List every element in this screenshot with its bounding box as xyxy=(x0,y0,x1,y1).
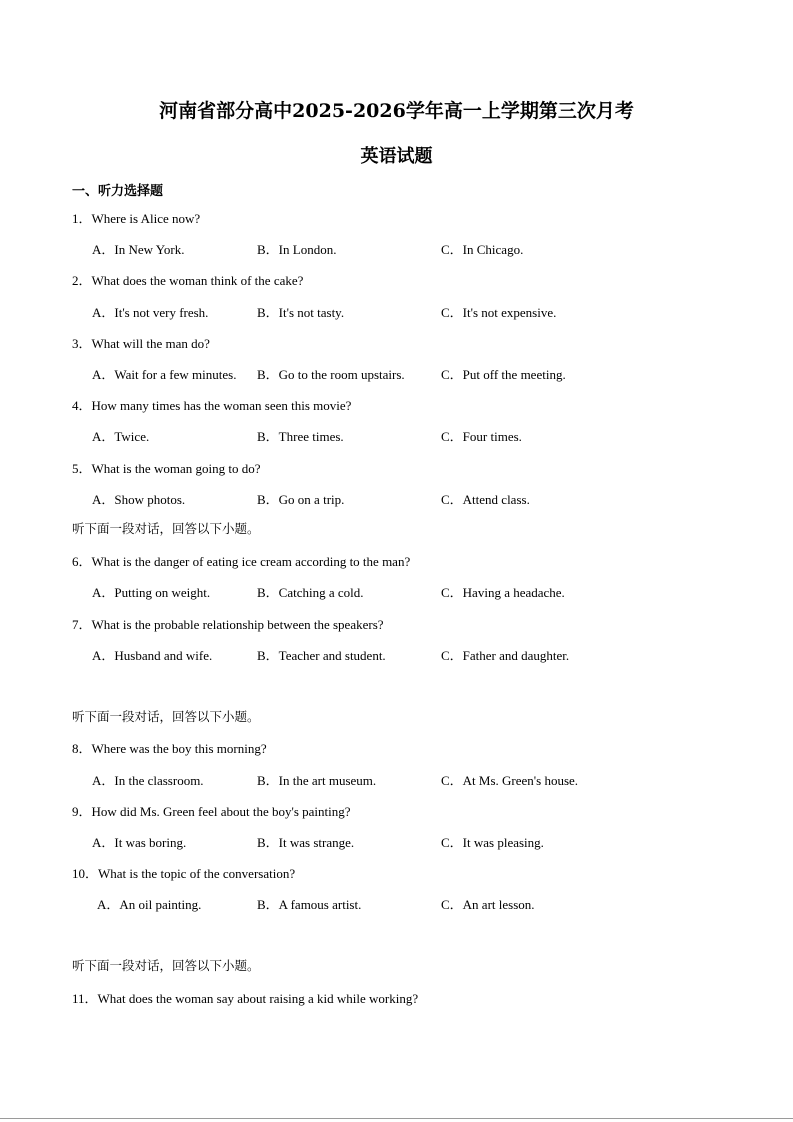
option-4b: B．Three times. xyxy=(257,429,344,444)
option-10a: A．An oil painting. xyxy=(97,897,202,912)
question-1: 1．Where is Alice now? xyxy=(72,211,201,226)
option-7a: A．Husband and wife. xyxy=(92,648,213,663)
option-9c: C．It was pleasing. xyxy=(441,835,544,850)
section-heading: 一、听力选择题 xyxy=(72,184,164,199)
option-3a: A．Wait for a few minutes. xyxy=(92,367,237,382)
option-4a: A．Twice. xyxy=(92,429,150,444)
option-5b: B．Go on a trip. xyxy=(257,492,345,507)
option-10c: C．An art lesson. xyxy=(441,897,535,912)
option-2c: C．It's not expensive. xyxy=(441,305,557,320)
option-4c: C．Four times. xyxy=(441,429,522,444)
question-2: 2．What does the woman think of the cake? xyxy=(72,273,304,288)
option-2b: B．It's not tasty. xyxy=(257,305,345,320)
option-1c: C．In Chicago. xyxy=(441,242,524,257)
option-9a: A．It was boring. xyxy=(92,835,187,850)
question-6: 6．What is the danger of eating ice cream according to the man? xyxy=(72,554,411,569)
page-bottom-rule xyxy=(0,1118,793,1119)
option-6b: B．Catching a cold. xyxy=(257,585,364,600)
option-10b: B．A famous artist. xyxy=(257,897,362,912)
option-2a: A．It's not very fresh. xyxy=(92,305,209,320)
option-8a: A．In the classroom. xyxy=(92,773,204,788)
option-3c: C．Put off the meeting. xyxy=(441,367,566,382)
instruction-3: 听下面一段对话，回答以下小题。 xyxy=(72,958,260,973)
page-subtitle: 英语试题 xyxy=(360,146,433,167)
question-5: 5．What is the woman going to do? xyxy=(72,461,261,476)
question-9: 9．How did Ms. Green feel about the boy's painting? xyxy=(72,804,351,819)
instruction-2: 听下面一段对话，回答以下小题。 xyxy=(72,709,260,724)
question-10: 10．What is the topic of the conversation? xyxy=(72,866,296,881)
option-9b: B．It was strange. xyxy=(257,835,355,850)
question-7: 7．What is the probable relationship between the speakers? xyxy=(72,617,384,632)
option-1b: B．In London. xyxy=(257,242,337,257)
question-8: 8．Where was the boy this morning? xyxy=(72,741,267,756)
option-1a: A．In New York. xyxy=(92,242,185,257)
option-6c: C．Having a headache. xyxy=(441,585,565,600)
option-6a: A．Putting on weight. xyxy=(92,585,211,600)
question-3: 3．What will the man do? xyxy=(72,336,210,351)
option-5a: A．Show photos. xyxy=(92,492,186,507)
option-8c: C．At Ms. Green's house. xyxy=(441,773,579,788)
option-5c: C．Attend class. xyxy=(441,492,530,507)
option-7c: C．Father and daughter. xyxy=(441,648,570,663)
option-7b: B．Teacher and student. xyxy=(257,648,386,663)
instruction-1: 听下面一段对话，回答以下小题。 xyxy=(72,521,260,536)
option-3b: B．Go to the room upstairs. xyxy=(257,367,405,382)
question-11: 11．What does the woman say about raising a kid while working? xyxy=(72,991,419,1006)
page-title: 河南省部分高中2025-2026学年高一上学期第三次月考 xyxy=(159,100,634,122)
option-8b: B．In the art museum. xyxy=(257,773,377,788)
question-4: 4．How many times has the woman seen this movie? xyxy=(72,398,352,413)
